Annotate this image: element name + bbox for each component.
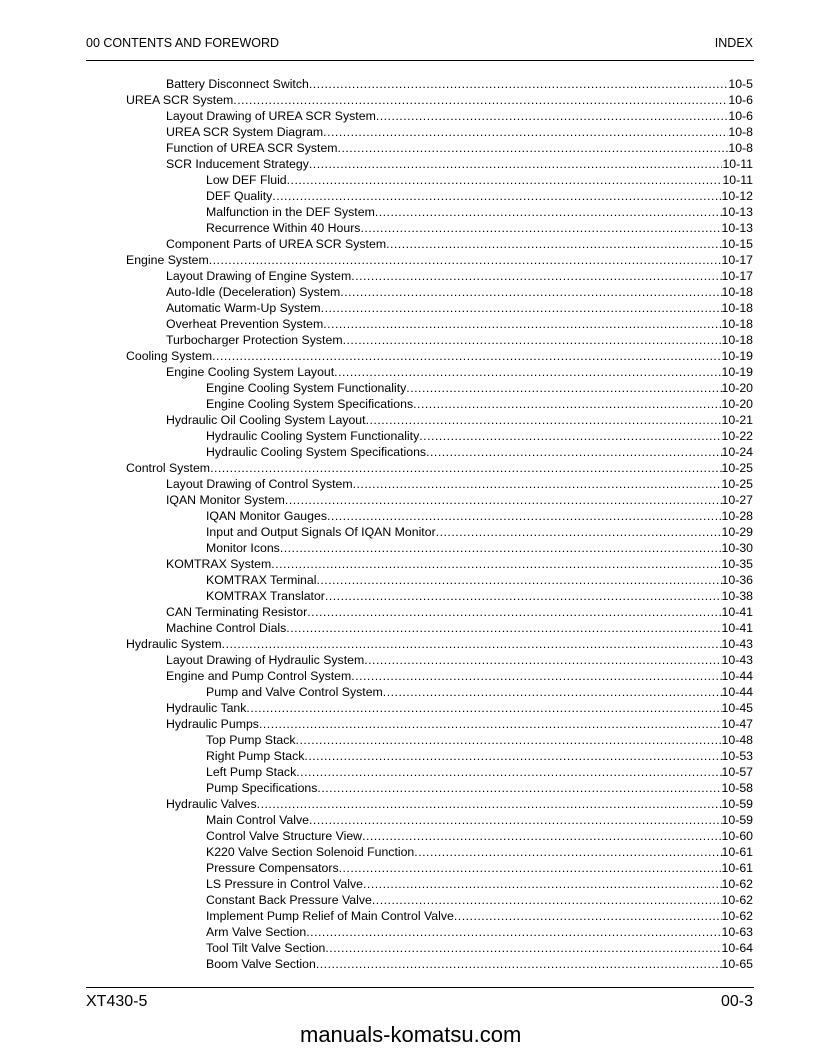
dot-leader [210, 460, 721, 476]
toc-entry-title: SCR Inducement Strategy [166, 157, 309, 171]
dot-leader [323, 316, 721, 332]
toc-entry-title: KOMTRAX Terminal [206, 573, 317, 587]
toc-entry[interactable] [206, 188, 753, 204]
toc-entry-page: 10-58 [721, 781, 753, 795]
toc-entry-page: 10-60 [721, 829, 753, 843]
toc-entry-page: 10-6 [728, 93, 753, 107]
toc-entry[interactable] [206, 508, 753, 524]
dot-leader [280, 540, 722, 556]
dot-leader [257, 796, 722, 812]
toc-entry-page: 10-30 [721, 541, 753, 555]
toc-entry-page: 10-65 [721, 957, 753, 971]
dot-leader [304, 748, 721, 764]
toc-entry-page: 10-64 [721, 941, 753, 955]
toc-entry-page: 10-35 [721, 557, 753, 571]
toc-entry-page: 10-53 [721, 749, 753, 763]
toc-entry-title: UREA SCR System Diagram [166, 125, 324, 139]
footer-rule [86, 987, 754, 988]
toc-entry-title: Input and Output Signals Of IQAN Monitor [206, 525, 436, 539]
toc-entry-title: UREA SCR System [126, 93, 234, 107]
dot-leader [338, 140, 729, 156]
toc-entry[interactable] [206, 540, 753, 556]
toc-entry-title: Malfunction in the DEF System [206, 205, 375, 219]
toc-entry-page: 10-38 [721, 589, 753, 603]
toc-entry-title: Hydraulic Pumps [166, 717, 259, 731]
dot-leader [386, 236, 721, 252]
toc-entry-page: 10-25 [721, 461, 753, 475]
toc-entry-page: 10-43 [721, 637, 753, 651]
toc-entry-title: Layout Drawing of Hydraulic System [166, 653, 365, 667]
toc-entry-title: Main Control Valve [206, 813, 309, 827]
dot-leader [286, 620, 721, 636]
toc-entry-title: Control System [126, 461, 211, 475]
toc-entry-title: IQAN Monitor Gauges [206, 509, 327, 523]
dot-leader [309, 812, 722, 828]
toc-entry-page: 10-36 [721, 573, 753, 587]
toc-entry[interactable] [166, 124, 753, 140]
toc-entry[interactable] [166, 332, 753, 348]
toc-entry-title: Battery Disconnect Switch [166, 77, 309, 91]
toc-entry-title: DEF Quality [206, 189, 273, 203]
toc-entry[interactable] [166, 556, 753, 572]
dot-leader [296, 764, 721, 780]
dot-leader [209, 252, 722, 268]
dot-leader [363, 876, 722, 892]
toc-entry-title: LS Pressure in Control Valve [206, 877, 363, 891]
toc-entry-title: Engine Cooling System Layout [166, 365, 335, 379]
toc-entry[interactable] [206, 812, 753, 828]
toc-entry-title: Automatic Warm-Up System [166, 301, 321, 315]
toc-entry-title: Hydraulic Oil Cooling System Layout [166, 413, 366, 427]
toc-entry-title: Function of UREA SCR System [166, 141, 338, 155]
dot-leader [353, 476, 722, 492]
dot-leader [340, 284, 721, 300]
toc-entry[interactable] [206, 380, 753, 396]
toc-entry-page: 10-11 [722, 157, 753, 171]
toc-entry-page: 10-18 [721, 285, 753, 299]
toc-entry[interactable] [166, 492, 753, 508]
toc-entry-title: K220 Valve Section Solenoid Function [206, 845, 415, 859]
watermark: manuals-komatsu.com [300, 1022, 522, 1047]
toc-entry-title: KOMTRAX System [166, 557, 272, 571]
dot-leader [360, 220, 721, 236]
toc-entry[interactable] [206, 844, 753, 860]
toc-entry-page: 10-27 [721, 493, 753, 507]
dot-leader [339, 860, 722, 876]
toc-entry-page: 10-12 [721, 189, 753, 203]
dot-leader [327, 508, 722, 524]
toc-entry[interactable] [166, 108, 753, 124]
toc-entry-page: 10-13 [721, 221, 753, 235]
toc-entry-title: CAN Terminating Resistor [166, 605, 308, 619]
toc-entry[interactable] [166, 652, 753, 668]
toc-entry-page: 10-19 [721, 349, 753, 363]
toc-entry-page: 10-28 [721, 509, 753, 523]
toc-entry-title: Cooling System [126, 349, 213, 363]
toc-entry-title: Hydraulic Tank [166, 701, 247, 715]
dot-leader [413, 396, 721, 412]
toc-entry-page: 10-22 [721, 429, 753, 443]
toc-entry-page: 10-24 [721, 445, 753, 459]
header-rule [86, 60, 754, 61]
dot-leader [414, 844, 721, 860]
dot-leader [325, 588, 722, 604]
toc-entry[interactable] [166, 236, 753, 252]
toc-entry[interactable] [166, 268, 753, 284]
dot-leader [325, 940, 721, 956]
toc-entry-title: Hydraulic System [126, 637, 222, 651]
dot-leader [271, 556, 721, 572]
dot-leader [362, 828, 721, 844]
dot-leader [351, 268, 721, 284]
toc-entry-page: 10-17 [721, 269, 753, 283]
dot-leader [321, 300, 722, 316]
toc-entry-title: Auto-Idle (Deceleration) System [166, 285, 341, 299]
toc-entry-page: 10-61 [721, 845, 753, 859]
toc-entry-title: Turbocharger Protection System [166, 333, 343, 347]
toc-entry[interactable] [166, 476, 753, 492]
toc-entry-title: Boom Valve Section [206, 957, 316, 971]
toc-entry-page: 10-44 [721, 685, 753, 699]
dot-leader [343, 332, 722, 348]
toc-entry-title: Pump Specifications [206, 781, 318, 795]
toc-entry[interactable] [206, 956, 753, 972]
dot-leader [222, 636, 722, 652]
dot-leader [316, 572, 721, 588]
dot-leader [317, 780, 721, 796]
toc-entry-title: Engine System [126, 253, 209, 267]
toc-entry[interactable] [126, 460, 753, 476]
toc-entry-page: 10-43 [721, 653, 753, 667]
toc-entry-title: Constant Back Pressure Valve [206, 893, 372, 907]
toc-entry[interactable] [166, 716, 753, 732]
dot-leader [316, 956, 722, 972]
dot-leader [309, 76, 729, 92]
toc-entry-title: Right Pump Stack [206, 749, 305, 763]
toc-entry[interactable] [206, 876, 753, 892]
toc-entry-title: Engine and Pump Control System [166, 669, 352, 683]
toc-entry[interactable] [166, 364, 753, 380]
toc-entry[interactable] [126, 252, 753, 268]
toc-entry-page: 10-45 [721, 701, 753, 715]
dot-leader [383, 684, 722, 700]
footer-page-number: 00-3 [720, 993, 753, 1010]
toc-entry-title: Hydraulic Cooling System Functionality [206, 429, 420, 443]
toc-entry-page: 10-18 [721, 301, 753, 315]
dot-leader [419, 428, 721, 444]
toc-entry-title: Top Pump Stack [206, 733, 296, 747]
dot-leader [375, 204, 722, 220]
toc-entry-page: 10-21 [721, 413, 753, 427]
dot-leader [212, 348, 721, 364]
toc-entry[interactable] [166, 700, 753, 716]
dot-leader [233, 92, 728, 108]
toc-entry-page: 10-13 [721, 205, 753, 219]
toc-entry-page: 10-61 [721, 861, 753, 875]
toc-entry-title: Overheat Prevention System [166, 317, 324, 331]
toc-entry-page: 10-11 [722, 173, 753, 187]
toc-entry[interactable] [206, 732, 753, 748]
toc-entry-title: Machine Control Dials [166, 621, 287, 635]
toc-entry-title: Layout Drawing of UREA SCR System [166, 109, 376, 123]
toc-entry[interactable] [166, 412, 753, 428]
toc-entry-page: 10-15 [721, 237, 753, 251]
toc-entry[interactable] [206, 892, 753, 908]
dot-leader [323, 124, 728, 140]
toc-entry-page: 10-59 [721, 813, 753, 827]
dot-leader [436, 524, 722, 540]
toc-entry[interactable] [126, 92, 753, 108]
dot-leader [426, 444, 721, 460]
toc-entry-title: Control Valve Structure View [206, 829, 363, 843]
toc-entry-title: KOMTRAX Translator [206, 589, 325, 603]
dot-leader [285, 492, 722, 508]
toc-entry-title: Pressure Compensators [206, 861, 339, 875]
toc-entry-page: 10-8 [728, 141, 753, 155]
toc-entry-page: 10-41 [721, 621, 753, 635]
toc-entry-page: 10-62 [721, 909, 753, 923]
toc-entry-title: IQAN Monitor System [166, 493, 285, 507]
toc-entry-page: 10-18 [721, 317, 753, 331]
toc-entry[interactable] [206, 444, 753, 460]
toc-entry[interactable] [206, 940, 753, 956]
toc-entry-title: Hydraulic Cooling System Specifications [206, 445, 427, 459]
toc-entry-page: 10-19 [721, 365, 753, 379]
toc-entry-page: 10-5 [728, 77, 753, 91]
toc-entry-page: 10-25 [721, 477, 753, 491]
toc-entry-page: 10-57 [721, 765, 753, 779]
toc-entry-page: 10-47 [721, 717, 753, 731]
toc-entry[interactable] [206, 748, 753, 764]
dot-leader [306, 924, 721, 940]
toc-entry-page: 10-41 [721, 605, 753, 619]
toc-entry-title: Arm Valve Section [206, 925, 307, 939]
toc-entry-page: 10-63 [721, 925, 753, 939]
toc-entry[interactable] [206, 684, 753, 700]
toc-entry-title: Hydraulic Valves [166, 797, 257, 811]
toc-entry[interactable] [166, 300, 753, 316]
toc-entry-page: 10-44 [721, 669, 753, 683]
toc-entry-title: Component Parts of UREA SCR System [166, 237, 387, 251]
toc-entry[interactable] [166, 156, 753, 172]
dot-leader [246, 700, 721, 716]
toc-entry-page: 10-29 [721, 525, 753, 539]
toc-entry[interactable] [206, 764, 753, 780]
toc-entry[interactable] [206, 428, 753, 444]
dot-leader [364, 652, 721, 668]
toc-entry[interactable] [206, 172, 753, 188]
toc-entry[interactable] [206, 204, 753, 220]
toc-entry-title: Monitor Icons [206, 541, 280, 555]
toc-entry[interactable] [206, 572, 753, 588]
dot-leader [454, 908, 722, 924]
dot-leader [296, 732, 722, 748]
toc-entry-title: Recurrence Within 40 Hours [206, 221, 361, 235]
toc-entry[interactable] [166, 316, 753, 332]
toc-entry[interactable] [206, 220, 753, 236]
toc-entry[interactable] [166, 668, 753, 684]
toc-entry[interactable] [206, 588, 753, 604]
toc-entry-title: Tool Tilt Valve Section [206, 941, 326, 955]
header-index-label: INDEX [714, 36, 753, 50]
toc-entry-page: 10-59 [721, 797, 753, 811]
toc-entry[interactable] [206, 828, 753, 844]
toc-entry-page: 10-20 [721, 381, 753, 395]
dot-leader [259, 716, 722, 732]
toc-entry-title: Implement Pump Relief of Main Control Valve [206, 909, 454, 923]
toc-entry-page: 10-62 [721, 893, 753, 907]
toc-entry-page: 10-18 [721, 333, 753, 347]
toc-entry[interactable] [166, 76, 753, 92]
toc-entry-page: 10-8 [728, 125, 753, 139]
toc-entry-title: Engine Cooling System Functionality [206, 381, 407, 395]
dot-leader [376, 108, 729, 124]
dot-leader [309, 156, 723, 172]
toc-entry[interactable] [126, 348, 753, 364]
header-section-title: 00 CONTENTS AND FOREWORD [86, 36, 280, 50]
toc-entry-title: Pump and Valve Control System [206, 685, 383, 699]
toc-entry-page: 10-62 [721, 877, 753, 891]
toc-entry[interactable] [206, 924, 753, 940]
toc-entry[interactable] [206, 524, 753, 540]
dot-leader [372, 892, 722, 908]
dot-leader [366, 412, 722, 428]
footer-model: XT430-5 [86, 993, 148, 1010]
toc-entry[interactable] [206, 396, 753, 412]
toc-entry-page: 10-6 [728, 109, 753, 123]
dot-leader [287, 172, 723, 188]
toc-entry-title: Layout Drawing of Control System [166, 477, 353, 491]
dot-leader [406, 380, 721, 396]
toc-entry[interactable] [206, 908, 753, 924]
toc-entry[interactable] [166, 796, 753, 812]
dot-leader [334, 364, 721, 380]
toc-entry-page: 10-48 [721, 733, 753, 747]
dot-leader [351, 668, 721, 684]
toc-entry[interactable] [126, 636, 753, 652]
dot-leader [307, 604, 721, 620]
toc-entry[interactable] [206, 780, 753, 796]
toc-entry-page: 10-20 [721, 397, 753, 411]
toc-entry[interactable] [166, 604, 753, 620]
toc-entry[interactable] [166, 284, 753, 300]
toc-entry-page: 10-17 [721, 253, 753, 267]
toc-entry-title: Low DEF Fluid [206, 173, 287, 187]
toc-entry-title: Left Pump Stack [206, 765, 297, 779]
toc-entry-title: Engine Cooling System Specifications [206, 397, 414, 411]
toc-entry-title: Layout Drawing of Engine System [166, 269, 352, 283]
dot-leader [272, 188, 721, 204]
toc-entry[interactable] [166, 620, 753, 636]
toc-entry[interactable] [166, 140, 753, 156]
toc-entry[interactable] [206, 860, 753, 876]
